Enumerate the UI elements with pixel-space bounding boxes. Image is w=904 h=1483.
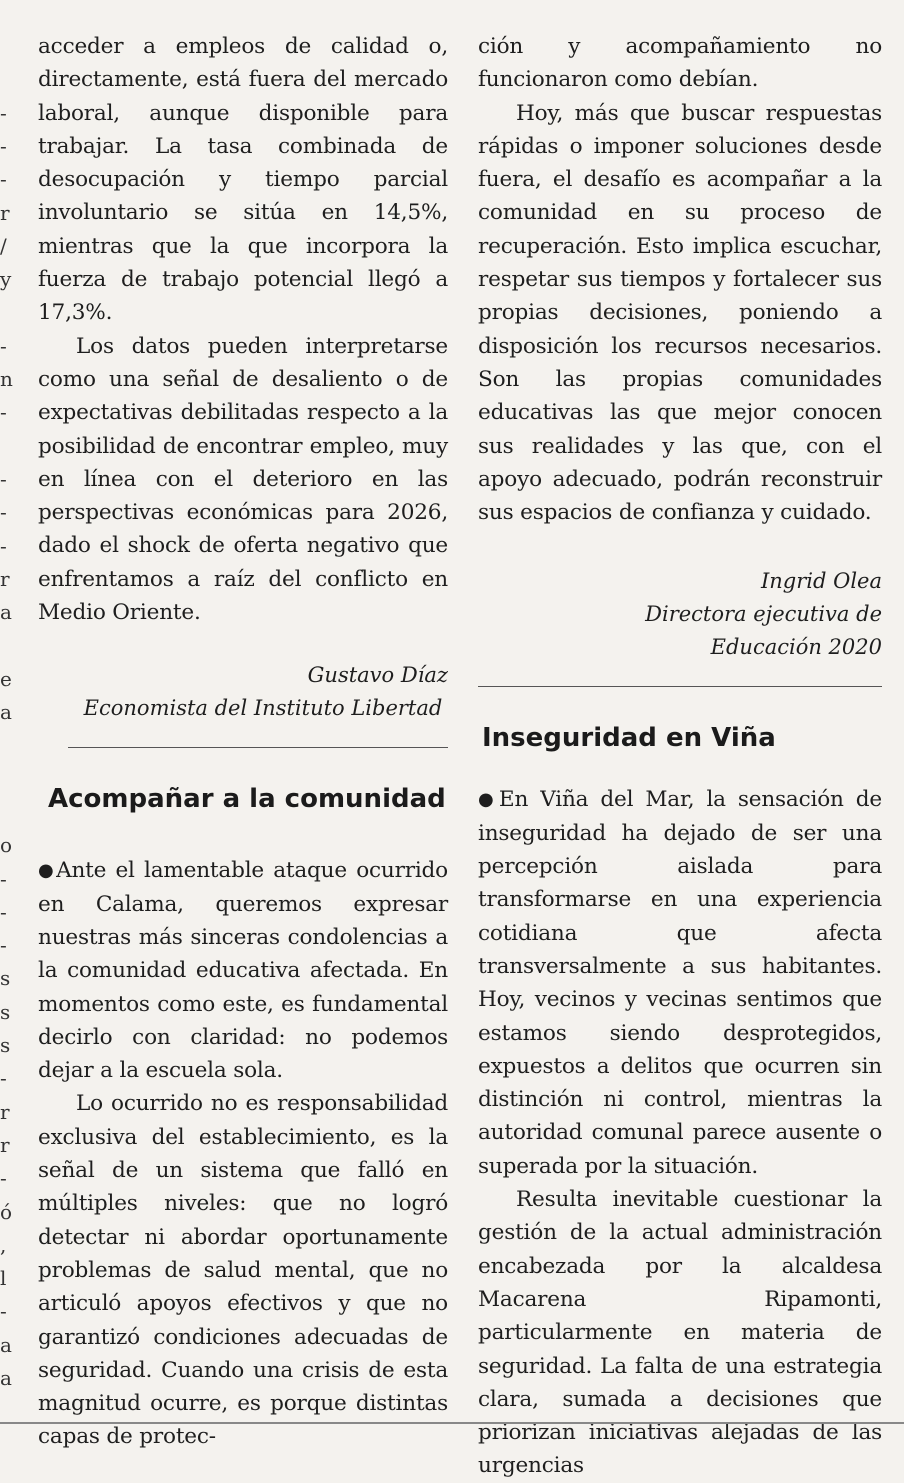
clipped-glyph: y (0, 267, 12, 292)
clipped-glyph: - (0, 1299, 7, 1324)
clipped-glyph: - (0, 933, 7, 958)
clipped-glyph: l (0, 1266, 7, 1291)
bullet-icon: ● (478, 789, 499, 811)
clipped-glyph: a (0, 1366, 12, 1390)
article1-author: Gustavo Díaz (307, 663, 448, 688)
clipped-glyph: - (0, 866, 7, 891)
clipped-glyph: - (0, 100, 7, 125)
article3-paragraph-1: ●En Viña del Mar, la sensación de inseguridad ha dejado de ser una percepción aislada para transformarse en una experiencia cotidiana que afecta transversalmente a sus habitantes. Hoy, vecinos y vecinas sentimos que estamos siendo desprotegidos, expuestos a delitos que ocurren sin distinción ni control, mientras la autoridad comunal parece ausente o superada por la situación. (478, 787, 882, 1179)
page-bottom-rule (0, 1422, 904, 1424)
article2-continuation (478, 30, 882, 97)
clipped-glyph: , (0, 1232, 7, 1257)
article1-author-role: Economista del Instituto Libertad (83, 696, 443, 721)
article1-paragraph-1: acceder a empleos de calidad o, directamente, está fuera del mercado laboral, aunque disponible para trabajar. La tasa combinada de desocupación y tiempo parcial involuntario se sitúa en 14,5%, mientras que la que incorpora la fuerza de trabajo potencial llegó a 17,3%. (38, 34, 448, 326)
left-column (38, 30, 448, 1454)
clipped-glyph: - (0, 899, 7, 924)
clipped-glyph: s (0, 966, 11, 991)
clipped-glyph: - (0, 533, 7, 558)
article2-author: Ingrid Olea (760, 569, 882, 594)
article3-paragraph-2: Resulta inevitable cuestionar la gestión de la actual administración encabezada por la alcaldesa Macarena Ripamonti, particularmente en materia de seguridad. La falta de una estrategia clara, sumada a decisiones que priorizan iniciativas alejadas de las urgencias (478, 1187, 882, 1479)
article1-paragraph-2: Los datos pueden interpretarse como una señal de desaliento o de expectativas debilitadas respecto a la posibilidad de encontrar empleo, muy en línea con el deterioro en las perspectivas económicas para 2026, dado el shock de oferta negativo que enfrentamos a raíz del conflicto en Medio Oriente. (38, 333, 448, 626)
right-column (478, 30, 882, 1483)
article2-paragraph-2: Lo ocurrido no es responsabilidad exclusiva del establecimiento, es la señal de un sistema que falló en múltiples niveles: que no logró detectar ni abordar oportunamente problemas de salud mental, que no articuló apoyos efectivos y que no garantizó condiciones adecuadas de seguridad. Cuando una crisis de esta magnitud ocurre, es porque distintas capas de protec- (38, 1091, 448, 1450)
clipped-glyph: r (0, 1099, 10, 1124)
clipped-glyph: - (0, 133, 7, 158)
clipped-glyph: - (0, 400, 7, 425)
clipped-glyph: e (0, 666, 12, 691)
clipped-glyph: s (0, 999, 11, 1024)
clipped-glyph: / (0, 233, 7, 258)
clipped-glyph: s (0, 1033, 11, 1057)
article2-paragraph-2-continued: ción y acompañamiento no funcionaron como debían. (478, 34, 882, 93)
clipped-glyph: r (0, 566, 10, 591)
clipped-glyph: - (0, 466, 7, 491)
article2-author-role-2: Educación 2020 (710, 635, 882, 660)
clipped-glyph: a (0, 700, 12, 724)
article2-paragraph-1: ●Ante el lamentable ataque ocurrido en Calama, queremos expresar nuestras más sinceras condolencias a la comunidad educativa afectada. En momentos como este, es fundamental decirlo con claridad: no podemos dejar a la escuela sola. (38, 858, 448, 1084)
clipped-glyph: - (0, 167, 7, 192)
clipped-glyph: r (0, 1132, 10, 1157)
clipped-glyph: - (0, 1166, 7, 1191)
clipped-glyph: - (0, 500, 7, 525)
clipped-glyph: - (0, 1066, 7, 1091)
clipped-glyph: ó (0, 1199, 13, 1224)
article2-title: Acompañar a la comunidad (48, 784, 446, 815)
article2-author-role-1: Directora ejecutiva de (645, 602, 882, 627)
bullet-icon: ● (38, 860, 57, 882)
article2-paragraph-3: Hoy, más que buscar respuestas rápidas o imponer soluciones desde fuera, el desafío es acompañar a la comunidad en su proceso de recuperación. Esto implica escuchar, respetar sus tiempos y fortalecer sus propias decisiones, poniendo a disposición los recursos necesarios. Son las propias comunidades educativas las que mejor conocen sus realidades y las que, con el apoyo adecuado, podrán reconstruir sus espacios de confianza y cuidado. (478, 100, 882, 526)
clipped-glyph: a (0, 1332, 12, 1357)
clipped-glyph: a (0, 600, 12, 625)
clipped-glyph: n (0, 367, 13, 391)
article3-title: Inseguridad en Viña (482, 723, 776, 754)
clipped-glyph: r (0, 200, 10, 225)
clipped-glyph: o (0, 833, 13, 858)
clipped-glyph: - (0, 333, 7, 358)
